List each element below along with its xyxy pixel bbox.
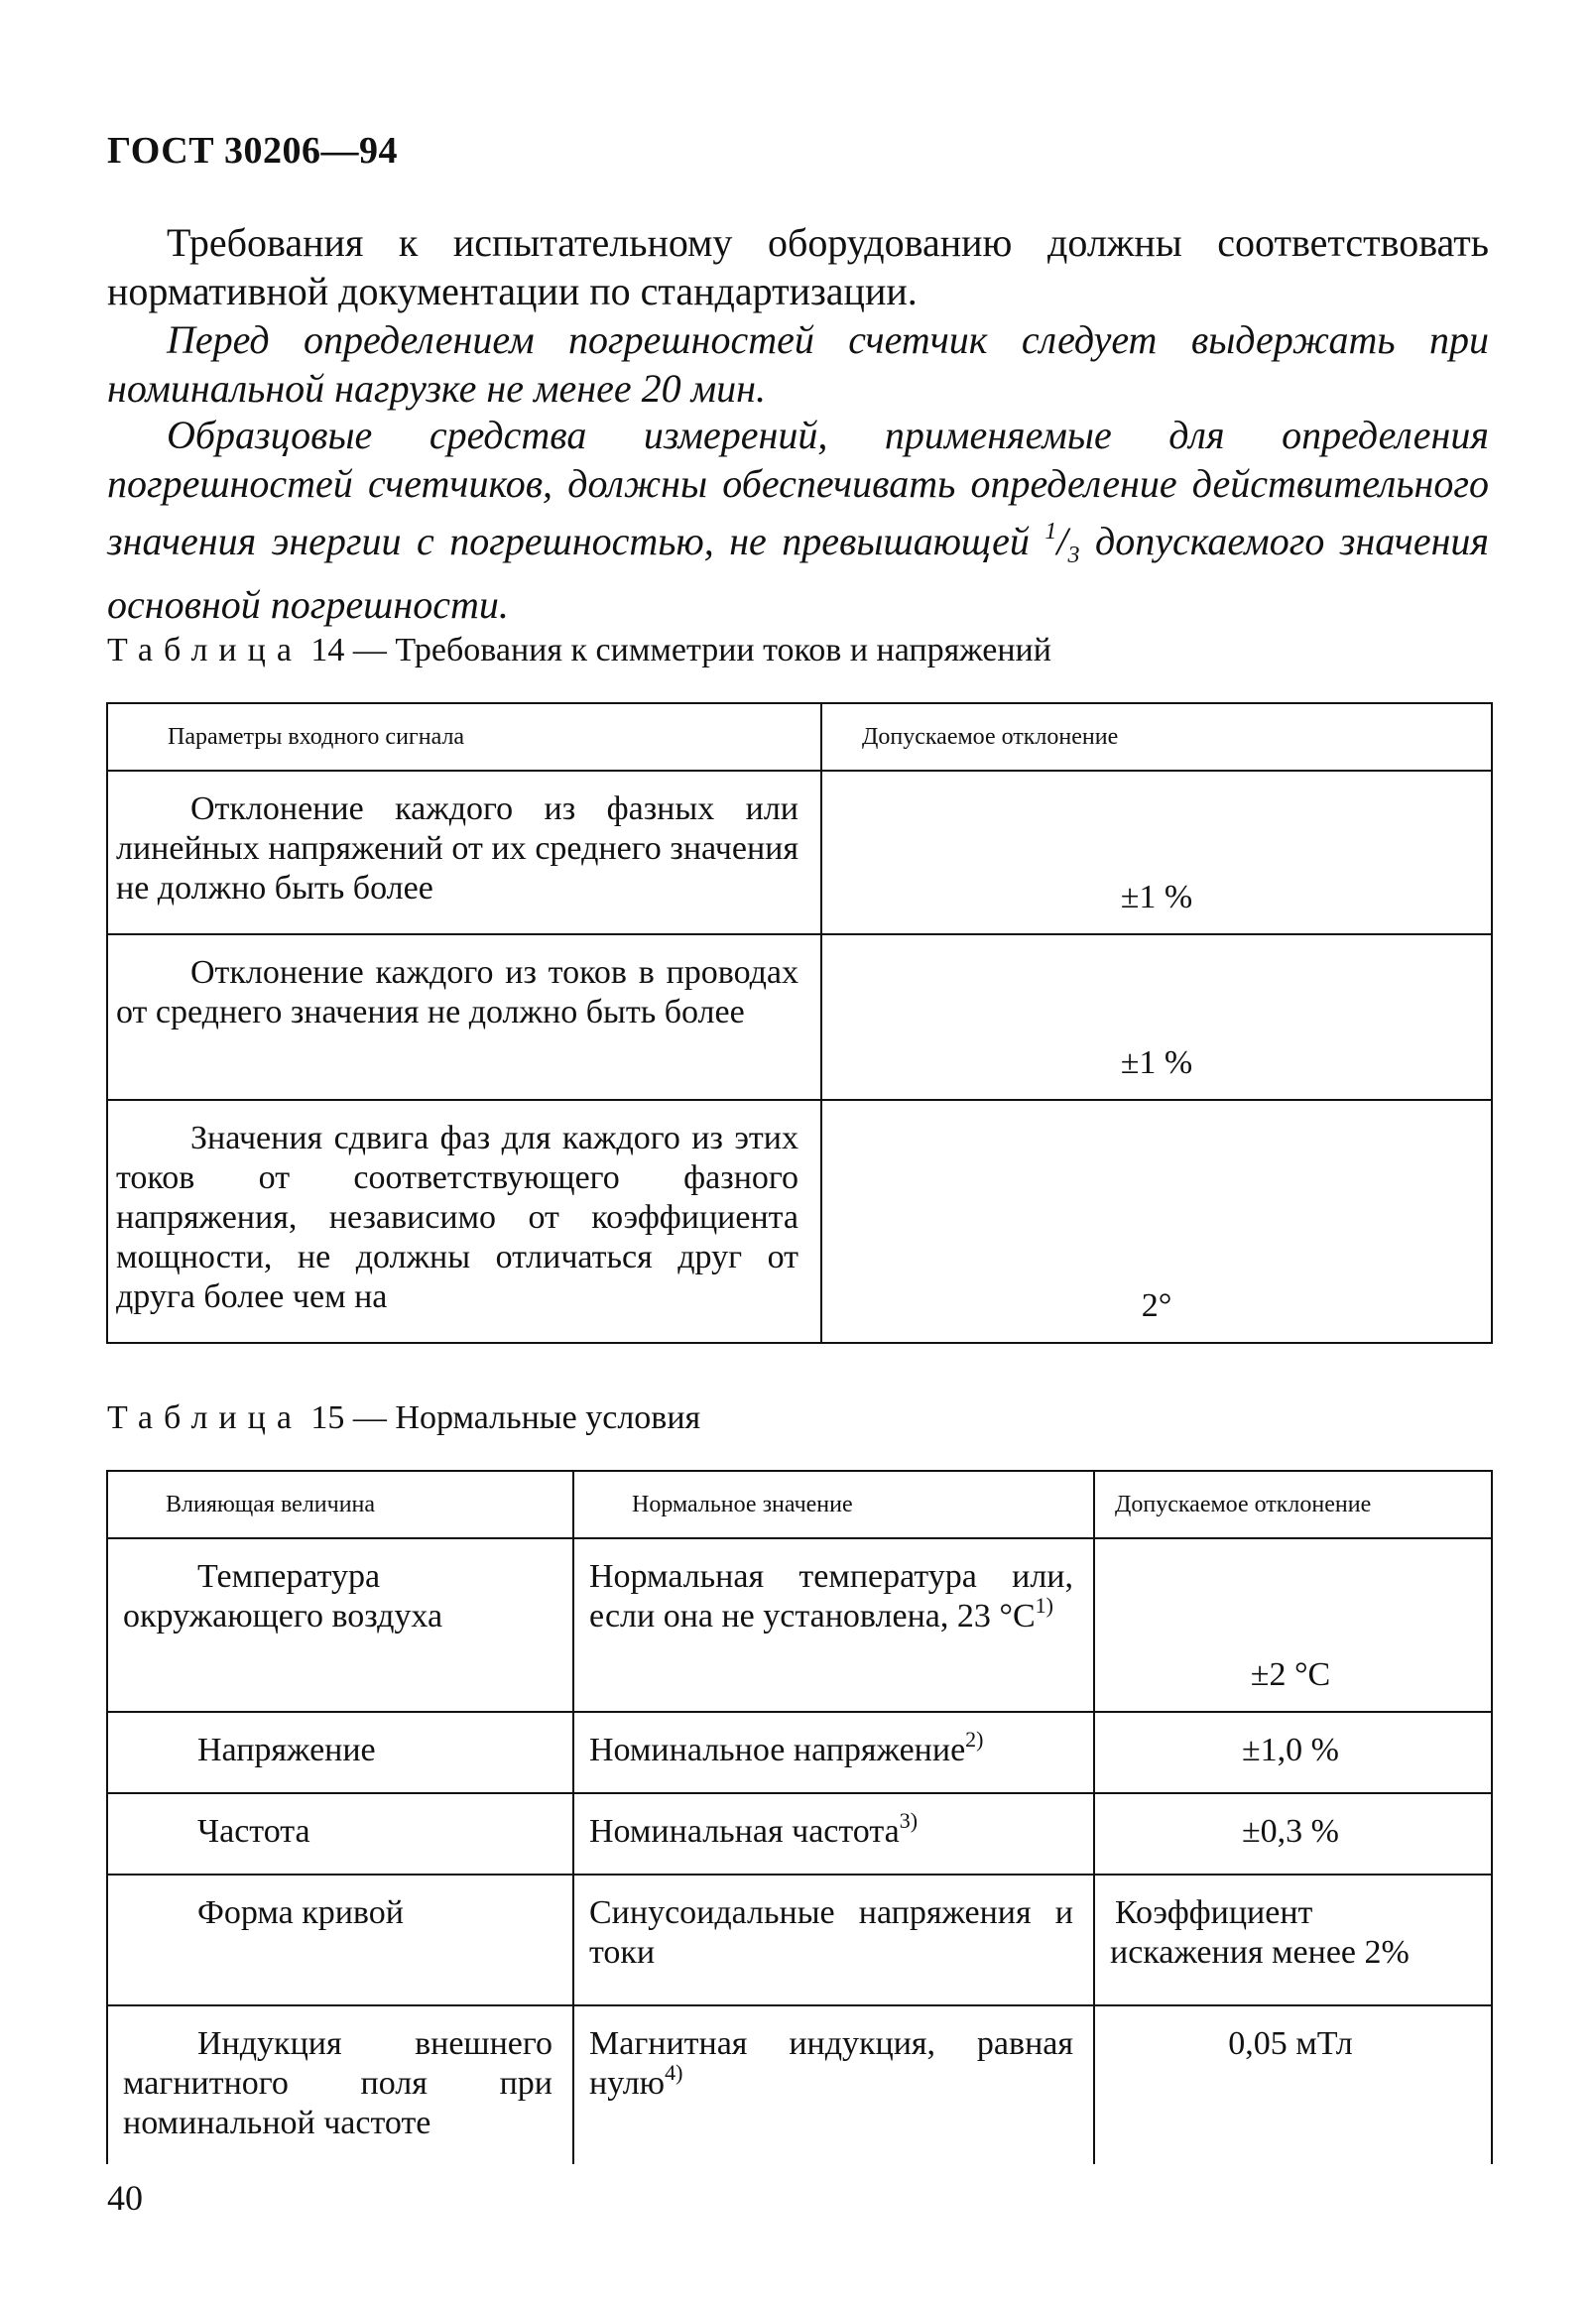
deviation-cell: ±1,0 %: [1094, 1712, 1492, 1793]
table-15: [106, 1470, 1493, 2164]
caption-title: 15 — Нормальные условия: [310, 1399, 701, 1436]
table-row: [107, 934, 1492, 1100]
fraction-numerator: 1: [1044, 519, 1057, 545]
table-row: [107, 1100, 1492, 1343]
paragraph-warmup: [107, 315, 1489, 413]
footnote-marker: 2): [965, 1727, 984, 1752]
deviation-cell: 0,05 мТл: [1094, 2005, 1492, 2164]
table-14: [106, 702, 1493, 1344]
parameter-cell: Отклонение каждого из токов в проводах от среднего значения не должно быть более: [107, 934, 821, 1100]
page-number: 40: [107, 2178, 143, 2218]
table-14-caption: [107, 632, 1051, 669]
quantity-cell: Напряжение: [107, 1712, 573, 1793]
fraction: $^1/_3$: [1044, 519, 1080, 568]
deviation-cell: ±1 %: [821, 771, 1492, 934]
footnote-marker: 1): [1035, 1593, 1053, 1618]
caption-label: Таблица: [107, 632, 303, 668]
parameter-cell: Значения сдвига фаз для каждого из этих токов от соответствующего фазного напряжения, независимо от коэффициента мощности, не должны отличаться друг от друга более чем на: [107, 1100, 821, 1343]
fraction-denominator: 3: [1067, 543, 1080, 568]
normal-value-text: Номинальная частота: [589, 1813, 900, 1850]
table-row: [107, 1793, 1492, 1875]
table-row: [107, 771, 1492, 934]
document-header: ГОСТ 30206—94: [107, 130, 399, 172]
normal-value-cell: [573, 1538, 1094, 1712]
caption-title: 14 — Требования к симметрии токов и напряжений: [310, 632, 1051, 668]
normal-value-text: Магнитная индукция, равная нулю: [589, 2025, 1073, 2102]
column-header: Параметры входного сигнала: [107, 703, 821, 771]
deviation-cell: ±2 °С: [1094, 1538, 1492, 1712]
paragraph-reference-instruments: [107, 411, 1489, 629]
column-header: Допускаемое отклонение: [821, 703, 1492, 771]
quantity-cell: Температура окружающего воздуха: [107, 1538, 573, 1712]
deviation-cell: 2°: [821, 1100, 1492, 1343]
table-row: [107, 1712, 1492, 1793]
normal-value-cell: Синусоидальные напряжения и токи: [573, 1875, 1094, 2005]
table-row: [107, 2005, 1492, 2164]
table-header-row: [107, 703, 1492, 771]
normal-value-text: Нормальная температура или, если она не установлена, 23 °С: [589, 1558, 1073, 1634]
deviation-cell: ±0,3 %: [1094, 1793, 1492, 1875]
caption-label: Таблица: [107, 1399, 303, 1436]
deviation-cell: Коэффициент искажения менее 2%: [1094, 1875, 1492, 2005]
column-header: Нормальное значение: [573, 1471, 1094, 1538]
paragraph-text: [107, 411, 1489, 629]
normal-value-cell: [573, 1793, 1094, 1875]
column-header: Допускаемое отклонение: [1094, 1471, 1492, 1538]
parameter-cell: Отклонение каждого из фазных или линейных напряжений от их среднего значения не должно быть более: [107, 771, 821, 934]
table-row: [107, 1875, 1492, 2005]
table-15-caption: [107, 1399, 700, 1437]
paragraph-text: Перед определением погрешностей счетчик следует выдержать при номинальной нагрузке не менее 20 мин.: [107, 317, 1489, 411]
paragraph-text-end: допускаемого значения основной погрешности.: [107, 519, 1490, 627]
paragraph-equipment-requirements: [107, 218, 1489, 315]
normal-value-cell: [573, 1712, 1094, 1793]
deviation-cell: ±1 %: [821, 934, 1492, 1100]
normal-value-cell: [573, 2005, 1094, 2164]
normal-value-text: Номинальное напряжение: [589, 1732, 966, 1768]
table-header-row: [107, 1471, 1492, 1538]
quantity-cell: Форма кривой: [107, 1875, 573, 2005]
quantity-cell: Индукция внешнего магнитного поля при номинальной частоте: [107, 2005, 573, 2164]
footnote-marker: 4): [665, 2060, 683, 2085]
paragraph-text: Требования к испытательному оборудованию должны соответствовать нормативной документации по стандартизации.: [107, 220, 1489, 313]
column-header: Влияющая величина: [107, 1471, 573, 1538]
table-row: [107, 1538, 1492, 1712]
paragraph-text-start: Образцовые средства измерений, применяемые для определения погрешностей счетчиков, должны обеспечивать определение действительного значения энергии с погрешностью, не превышающей: [107, 413, 1489, 563]
footnote-marker: 3): [899, 1808, 919, 1833]
quantity-cell: Частота: [107, 1793, 573, 1875]
